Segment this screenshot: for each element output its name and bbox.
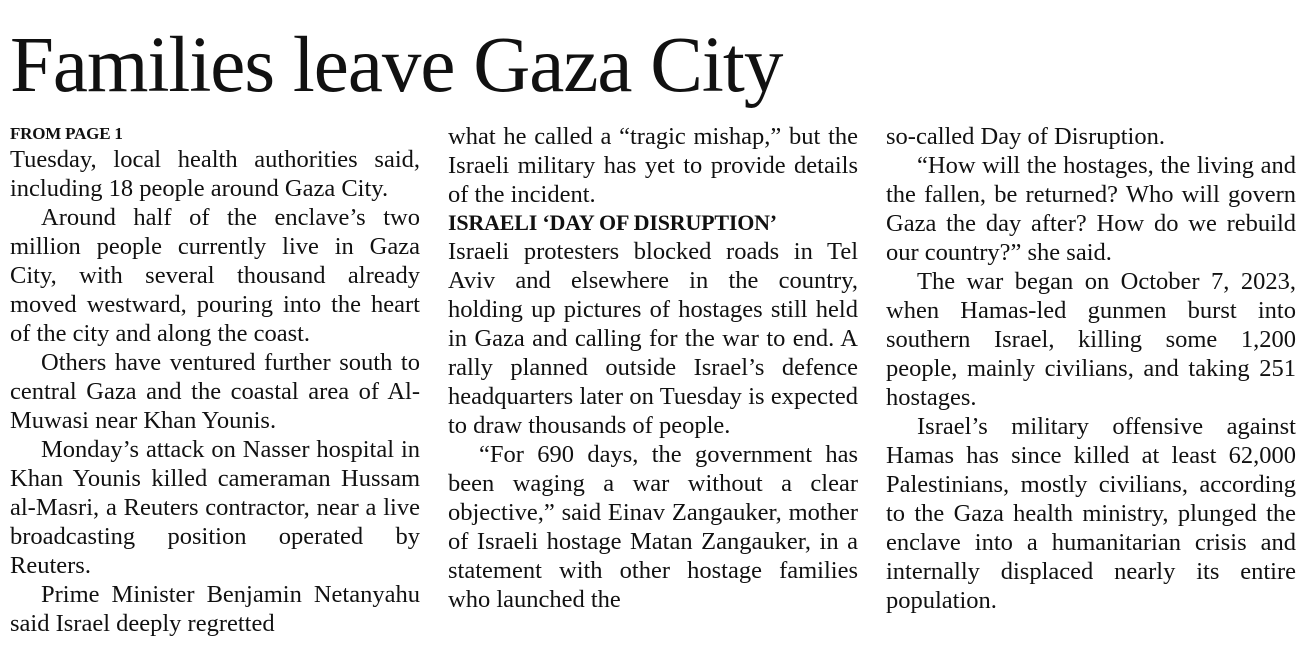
paragraph: Monday’s attack on Nasser hospital in Khan Younis killed cameraman Hussam al-Masri, a Reuters contractor, near a live broadcasting position operated by Reuters.: [10, 436, 420, 579]
paragraph: what he called a “tragic mishap,” but the Israeli military has yet to provide details of the incident.: [448, 123, 858, 208]
paragraph: Others have ventured further south to central Gaza and the coastal area of Al-Muwasi near Khan Younis.: [10, 349, 420, 434]
paragraph: Israel’s military offensive against Hamas has since killed at least 62,000 Palestinians, mostly civilians, according to the Gaza health ministry, plunged the enclave into a humanitarian crisis and internally displaced nearly its entire population.: [886, 413, 1296, 614]
paragraph: so-called Day of Disruption.: [886, 123, 1165, 150]
paragraph: Around half of the enclave’s two million people currently live in Gaza City, with several thousand already moved westward, pouring into the heart of the city and along the coast.: [10, 204, 420, 347]
article-column-1: [10, 122, 420, 650]
section-subhead: ISRAELI ‘DAY OF DISRUPTION’: [448, 210, 777, 235]
paragraph: “For 690 days, the government has been waging a war without a clear objective,” said Einav Zangauker, mother of Israeli hostage Matan Zangauker, in a statement with other hostage families who launched the: [448, 441, 858, 613]
headline: Families leave Gaza City: [10, 22, 783, 109]
article-column-3: [886, 122, 1296, 650]
paragraph: Israeli protesters blocked roads in Tel Aviv and elsewhere in the country, holding up pictures of hostages still held in Gaza and calling for the war to end. A rally planned outside Israel’s defence headquarters later on Tuesday is expected to draw thousands of people.: [448, 238, 858, 439]
paragraph: Prime Minister Benjamin Netanyahu said Israel deeply regretted: [10, 581, 420, 637]
paragraph: The war began on October 7, 2023, when Hamas-led gunmen burst into southern Israel, killing some 1,200 people, mainly civilians, and taking 251 hostages.: [886, 268, 1296, 411]
article-column-2: [448, 122, 858, 650]
continuation-kicker: FROM PAGE 1: [10, 124, 123, 143]
paragraph: “How will the hostages, the living and the fallen, be returned? Who will govern Gaza the day after? How do we rebuild our country?” she said.: [886, 152, 1296, 266]
paragraph: Tuesday, local health authorities said, including 18 people around Gaza City.: [10, 146, 420, 202]
